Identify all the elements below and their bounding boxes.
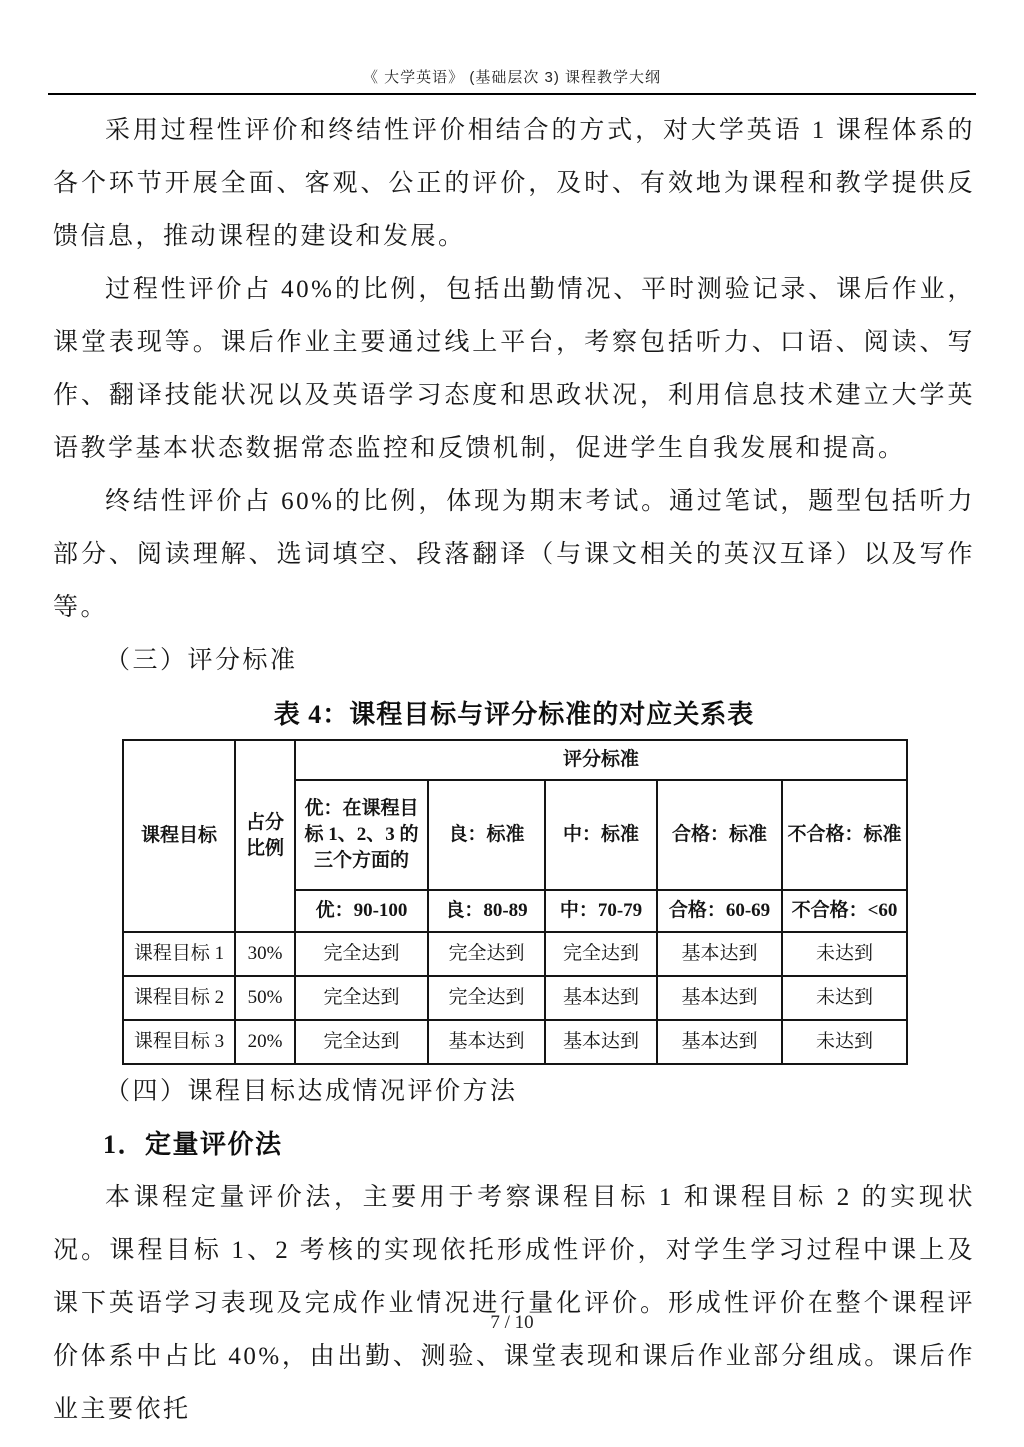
goal-3-label: 课程目标 3 xyxy=(123,1020,235,1064)
goal-2-level-fail: 未达到 xyxy=(782,976,907,1020)
table-header-row-1 xyxy=(123,740,907,780)
goal-1-level-pass: 基本达到 xyxy=(657,932,782,976)
paragraph-quantitative-method: 本课程定量评价法，主要用于考察课程目标 1 和课程目标 2 的实现状况。课程目标 1、2 考核的实现依托形成性评价，对学生学习过程中课上及课下英语学习表现及完成作业情况进行量化评价。形成性评价在整个课程评价体系中占比 40%，由出勤、测验、课堂表现和课后作业部分组成。课后作业主要依托 xyxy=(53,1184,975,1423)
col-header-grading-criteria: 评分标准 xyxy=(295,740,907,780)
goal-1-label: 课程目标 1 xyxy=(123,932,235,976)
section3-heading: （三）评分标准 xyxy=(105,647,298,674)
header-divider-line xyxy=(48,93,976,95)
goal-3-level-fail: 未达到 xyxy=(782,1020,907,1064)
table-row-goal-3 xyxy=(123,1020,907,1064)
criteria-excellent: 优：在课程目标 1、2、3 的三个方面的 xyxy=(295,780,428,890)
range-good: 良：80-89 xyxy=(428,890,545,932)
criteria-fail: 不合格：标准 xyxy=(782,780,907,890)
criteria-medium: 中：标准 xyxy=(545,780,657,890)
goal-2-level-pass: 基本达到 xyxy=(657,976,782,1020)
criteria-pass: 合格：标准 xyxy=(657,780,782,890)
range-fail: 不合格：<60 xyxy=(782,890,907,932)
goal-2-level-good: 完全达到 xyxy=(428,976,545,1020)
criteria-good: 良：标准 xyxy=(428,780,545,890)
section4-heading: （四）课程目标达成情况评价方法 xyxy=(105,1078,518,1105)
page-number-indicator: 7 / 10 xyxy=(490,1312,534,1333)
grading-criteria-table xyxy=(122,739,908,1065)
goal-3-level-medium: 基本达到 xyxy=(545,1020,657,1064)
goal-2-level-excellent: 完全达到 xyxy=(295,976,428,1020)
quantitative-method-heading: 1．定量评价法 xyxy=(103,1130,283,1159)
range-medium: 中：70-79 xyxy=(545,890,657,932)
table-row-goal-2 xyxy=(123,976,907,1020)
col-header-course-goal: 课程目标 xyxy=(123,740,235,932)
goal-2-label: 课程目标 2 xyxy=(123,976,235,1020)
goal-3-level-good: 基本达到 xyxy=(428,1020,545,1064)
goal-1-ratio: 30% xyxy=(235,932,295,976)
range-pass: 合格：60-69 xyxy=(657,890,782,932)
goal-1-level-medium: 完全达到 xyxy=(545,932,657,976)
running-header-title: 《 大学英语》 (基础层次 3) 课程教学大纲 xyxy=(362,69,661,86)
goal-3-level-pass: 基本达到 xyxy=(657,1020,782,1064)
paragraph-process-summative-intro: 采用过程性评价和终结性评价相结合的方式，对大学英语 1 课程体系的各个环节开展全面、客观、公正的评价，及时、有效地为课程和教学提供反馈信息，推动课程的建设和发展。 xyxy=(53,117,975,250)
col-header-score-ratio: 占分比例 xyxy=(235,740,295,932)
range-excellent: 优：90-100 xyxy=(295,890,428,932)
goal-1-level-fail: 未达到 xyxy=(782,932,907,976)
goal-3-ratio: 20% xyxy=(235,1020,295,1064)
table4-title: 表 4：课程目标与评分标准的对应关系表 xyxy=(273,700,755,729)
goal-2-ratio: 50% xyxy=(235,976,295,1020)
goal-1-level-good: 完全达到 xyxy=(428,932,545,976)
goal-1-level-excellent: 完全达到 xyxy=(295,932,428,976)
goal-2-level-medium: 基本达到 xyxy=(545,976,657,1020)
paragraph-summative-evaluation: 终结性评价占 60%的比例，体现为期末考试。通过笔试，题型包括听力部分、阅读理解、选词填空、段落翻译（与课文相关的英汉互译）以及写作等。 xyxy=(53,488,975,621)
goal-3-level-excellent: 完全达到 xyxy=(295,1020,428,1064)
table-row-goal-1 xyxy=(123,932,907,976)
paragraph-formative-evaluation: 过程性评价占 40%的比例，包括出勤情况、平时测验记录、课后作业，课堂表现等。课后作业主要通过线上平台，考察包括听力、口语、阅读、写作、翻译技能状况以及英语学习态度和思政状况，利用信息技术建立大学英语教学基本状态数据常态监控和反馈机制，促进学生自我发展和提高。 xyxy=(53,276,975,462)
page-content xyxy=(53,104,975,1436)
